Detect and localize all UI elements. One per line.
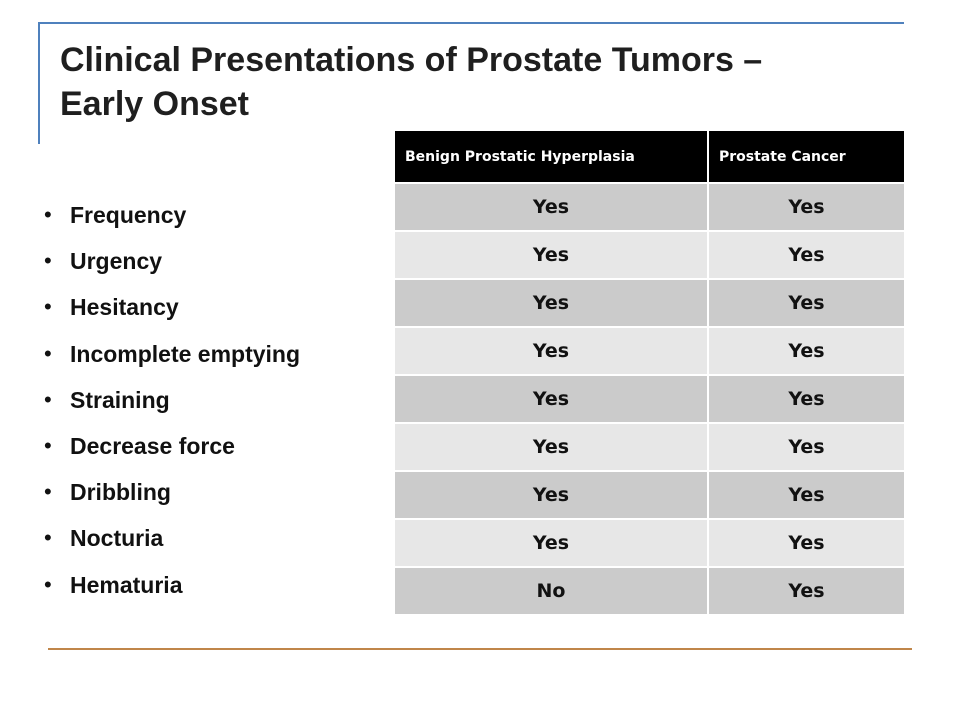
cell-cancer: Yes [708,375,904,423]
symptom-item: • Hematuria [44,562,300,608]
table-row [395,519,904,567]
cell-cancer: Yes [708,519,904,567]
table-row [395,279,904,327]
symptom-item: • Straining [44,377,300,423]
symptom-item: • Frequency [44,192,300,238]
cell-bph: Yes [395,423,708,471]
table-row [395,471,904,519]
symptom-item: • Incomplete emptying [44,331,300,377]
cell-cancer: Yes [708,423,904,471]
frame-top-line [38,22,904,24]
table-row [395,423,904,471]
cell-bph: Yes [395,519,708,567]
cell-bph: Yes [395,327,708,375]
table-header-row [395,131,904,183]
symptom-item: • Hesitancy [44,284,300,330]
table-row [395,567,904,614]
symptom-item: • Nocturia [44,515,300,561]
cell-cancer: Yes [708,279,904,327]
table-row [395,231,904,279]
comparison-table [395,131,904,614]
frame-left-line [38,22,40,144]
cell-bph: Yes [395,279,708,327]
comparison-table-container [395,131,904,614]
cell-bph: No [395,567,708,614]
cell-cancer: Yes [708,327,904,375]
table-row [395,327,904,375]
symptom-item: • Decrease force [44,423,300,469]
table-row [395,375,904,423]
cell-cancer: Yes [708,471,904,519]
header-bph: Benign Prostatic Hyperplasia [395,131,708,183]
symptom-list [44,192,300,608]
symptom-item: • Dribbling [44,469,300,515]
header-cancer: Prostate Cancer [708,131,904,183]
cell-cancer: Yes [708,567,904,614]
table-row [395,183,904,231]
footer-divider [48,648,912,650]
cell-bph: Yes [395,183,708,231]
cell-cancer: Yes [708,231,904,279]
slide-title: Clinical Presentations of Prostate Tumors – Early Onset [60,41,763,123]
cell-cancer: Yes [708,183,904,231]
cell-bph: Yes [395,231,708,279]
symptom-item: • Urgency [44,238,300,284]
cell-bph: Yes [395,375,708,423]
cell-bph: Yes [395,471,708,519]
